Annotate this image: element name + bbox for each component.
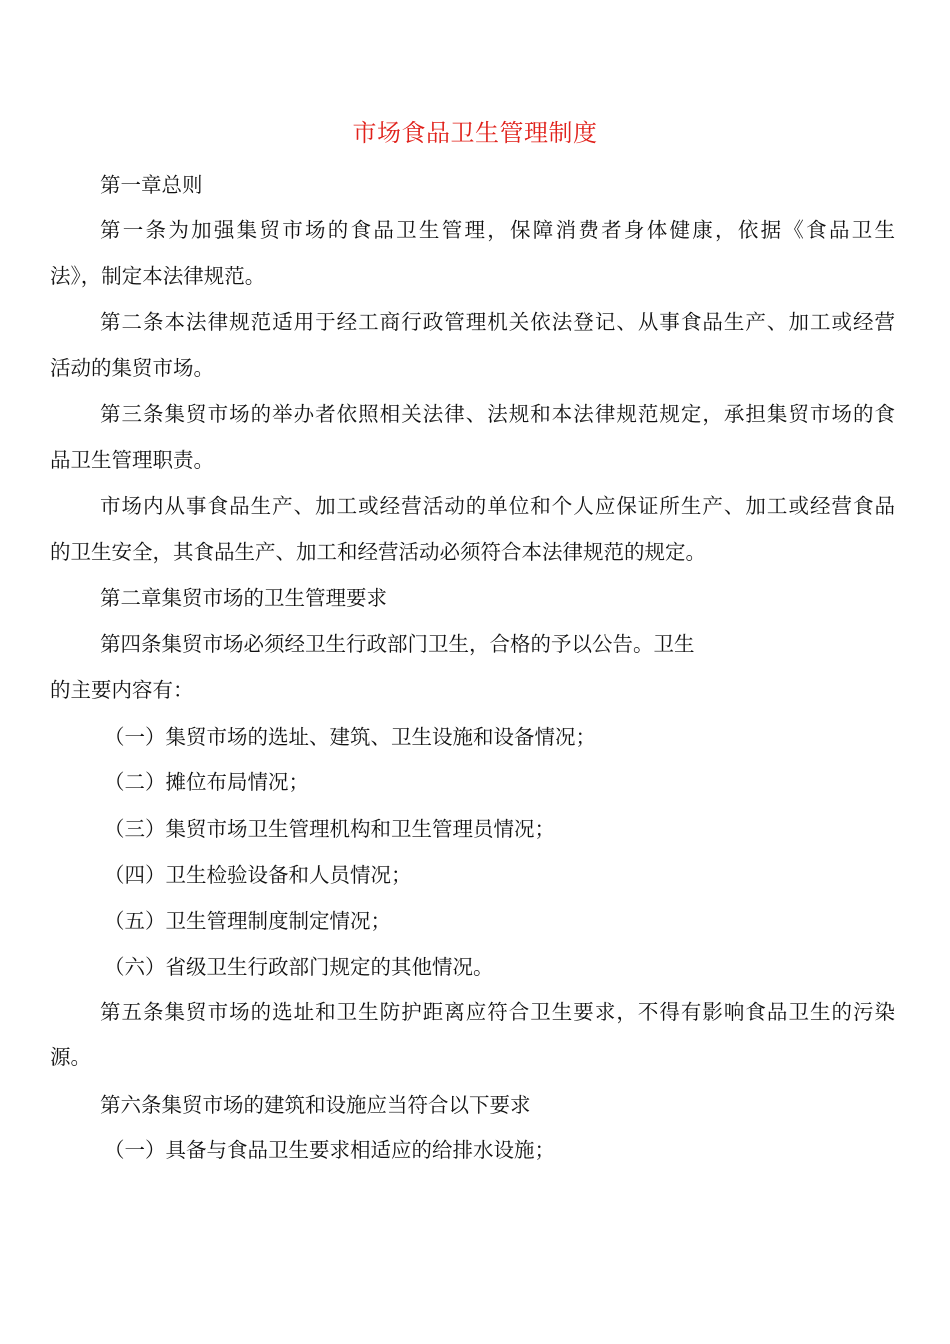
list-item: （一）集贸市场的选址、建筑、卫生设施和设备情况；: [104, 725, 596, 749]
paragraph-line: 第四条集贸市场必须经卫生行政部门卫生，合格的予以公告。卫生: [100, 632, 695, 656]
document-title: 市场食品卫生管理制度: [352, 119, 598, 147]
paragraph-line: 第一条为加强集贸市场的食品卫生管理，保障消费者身体健康，依据《食品卫生: [100, 218, 895, 242]
list-item: （一）具备与食品卫生要求相适应的给排水设施；: [104, 1138, 555, 1162]
list-item: （三）集贸市场卫生管理机构和卫生管理员情况；: [104, 817, 555, 841]
paragraph-line: 品卫生管理职责。: [50, 448, 214, 472]
list-item: （六）省级卫生行政部门规定的其他情况。: [104, 955, 494, 979]
paragraph-line: 第五条集贸市场的选址和卫生防护距离应符合卫生要求，不得有影响食品卫生的污染: [100, 1000, 895, 1024]
paragraph-line: 第二条本法律规范适用于经工商行政管理机关依法登记、从事食品生产、加工或经营: [100, 310, 895, 334]
paragraph-line: 的卫生安全，其食品生产、加工和经营活动必须符合本法律规范的规定。: [50, 540, 706, 564]
list-item: （四）卫生检验设备和人员情况；: [104, 863, 412, 887]
paragraph-line: 市场内从事食品生产、加工或经营活动的单位和个人应保证所生产、加工或经营食品: [100, 494, 895, 518]
paragraph-line: 第三条集贸市场的举办者依照相关法律、法规和本法律规范规定，承担集贸市场的食: [100, 402, 895, 426]
chapter-heading: 第一章总则: [100, 173, 203, 197]
paragraph-line: 第六条集贸市场的建筑和设施应当符合以下要求: [100, 1093, 531, 1117]
list-item: （五）卫生管理制度制定情况；: [104, 909, 391, 933]
paragraph-line: 法》，制定本法律规范。: [50, 264, 266, 288]
list-item: （二）摊位布局情况；: [104, 770, 309, 794]
chapter-heading: 第二章集贸市场的卫生管理要求: [100, 586, 387, 610]
paragraph-line: 活动的集贸市场。: [50, 356, 214, 380]
paragraph-line: 源。: [50, 1045, 91, 1069]
paragraph-line: 的主要内容有：: [50, 678, 194, 702]
